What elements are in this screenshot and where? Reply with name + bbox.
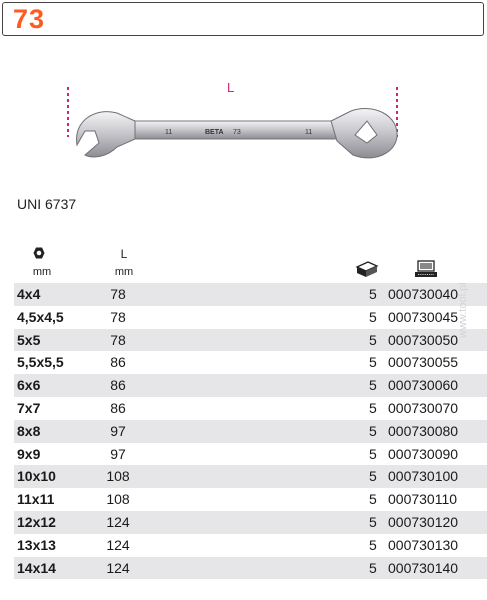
table-row <box>14 557 487 580</box>
article-code-cell: 000730110 <box>388 491 458 508</box>
article-code-cell: 000730045 <box>388 308 459 325</box>
product-header <box>2 2 484 36</box>
table-row <box>14 306 487 329</box>
svg-text:11: 11 <box>165 129 173 136</box>
size-cell: 6x6 <box>17 377 41 394</box>
wrench-head-left <box>77 112 135 157</box>
size-unit-header: mm <box>32 266 52 278</box>
standard-label: UNI 6737 <box>17 196 77 212</box>
pack-quantity-cell: 5 <box>369 445 377 462</box>
product-table <box>14 283 487 579</box>
package-icon <box>355 260 379 278</box>
length-cell: 97 <box>110 422 126 439</box>
size-cell: 13x13 <box>17 536 56 553</box>
svg-text:BETA: BETA <box>205 129 224 136</box>
article-code-cell: 000730100 <box>388 468 459 485</box>
article-code-cell: 000730130 <box>388 536 459 553</box>
size-cell: 9x9 <box>17 445 41 462</box>
table-row <box>14 329 487 352</box>
article-code-cell: 000730040 <box>388 286 459 302</box>
article-code-cell: 000730070 <box>388 399 459 416</box>
wrench-illustration <box>55 75 425 185</box>
length-unit-header: mm <box>114 266 134 278</box>
watermark: www.tool.pl <box>457 282 469 338</box>
table-row <box>14 465 487 488</box>
article-code-cell: 000730060 <box>388 377 459 394</box>
size-cell: 5,5x5,5 <box>17 354 64 371</box>
length-cell: 97 <box>110 445 126 462</box>
article-code-cell: 000730140 <box>388 559 459 576</box>
pack-quantity-cell: 5 <box>369 536 377 553</box>
table-row <box>14 420 487 443</box>
article-code-cell: 000730050 <box>388 331 459 348</box>
pack-quantity-cell: 5 <box>369 468 377 485</box>
table-row <box>14 511 487 534</box>
article-code-cell: 000730090 <box>388 445 459 462</box>
article-code-cell: 000730055 <box>388 354 459 371</box>
article-code-cell: 000730080 <box>388 422 459 439</box>
pack-quantity-cell: 5 <box>369 559 377 576</box>
pack-quantity-cell: 5 <box>369 354 377 371</box>
size-cell: 7x7 <box>17 399 41 416</box>
length-cell: 86 <box>110 354 126 371</box>
product-code: 73 <box>13 4 46 34</box>
table-row <box>14 488 487 511</box>
table-row <box>14 351 487 374</box>
size-cell: 5x5 <box>17 331 41 348</box>
size-cell: 14x14 <box>17 559 56 576</box>
length-header: L <box>120 247 128 261</box>
wrench-head-right <box>331 109 397 158</box>
table-row <box>14 534 487 557</box>
size-cell: 12x12 <box>17 513 56 530</box>
article-code-cell: 000730120 <box>388 513 459 530</box>
table-row <box>14 283 487 306</box>
svg-text:11: 11 <box>305 129 313 136</box>
length-cell: 108 <box>106 491 130 508</box>
table-row <box>14 443 487 466</box>
hex-nut-icon <box>33 247 45 259</box>
pack-quantity-cell: 5 <box>369 308 377 325</box>
svg-text:73: 73 <box>233 129 241 136</box>
length-cell: 124 <box>106 559 130 576</box>
dimension-label-length: L <box>227 80 235 95</box>
pack-quantity-cell: 5 <box>369 331 377 348</box>
length-cell: 124 <box>106 536 130 553</box>
length-cell: 124 <box>106 513 130 530</box>
length-cell: 108 <box>106 468 130 485</box>
length-cell: 78 <box>110 308 126 325</box>
size-cell: 11x11 <box>17 491 55 508</box>
table-row <box>14 397 487 420</box>
size-cell: 4,5x4,5 <box>17 308 64 325</box>
pack-quantity-cell: 5 <box>369 377 377 394</box>
pack-quantity-cell: 5 <box>369 399 377 416</box>
size-cell: 8x8 <box>17 422 41 439</box>
size-cell: 4x4 <box>17 286 41 302</box>
length-cell: 78 <box>110 286 126 302</box>
length-cell: 78 <box>110 331 126 348</box>
pack-quantity-cell: 5 <box>369 286 377 302</box>
length-cell: 86 <box>110 377 126 394</box>
pack-quantity-cell: 5 <box>369 422 377 439</box>
size-cell: 10x10 <box>17 468 56 485</box>
table-row <box>14 374 487 397</box>
pack-quantity-cell: 5 <box>369 491 377 508</box>
computer-icon <box>414 260 438 278</box>
length-cell: 86 <box>110 399 126 416</box>
pack-quantity-cell: 5 <box>369 513 377 530</box>
